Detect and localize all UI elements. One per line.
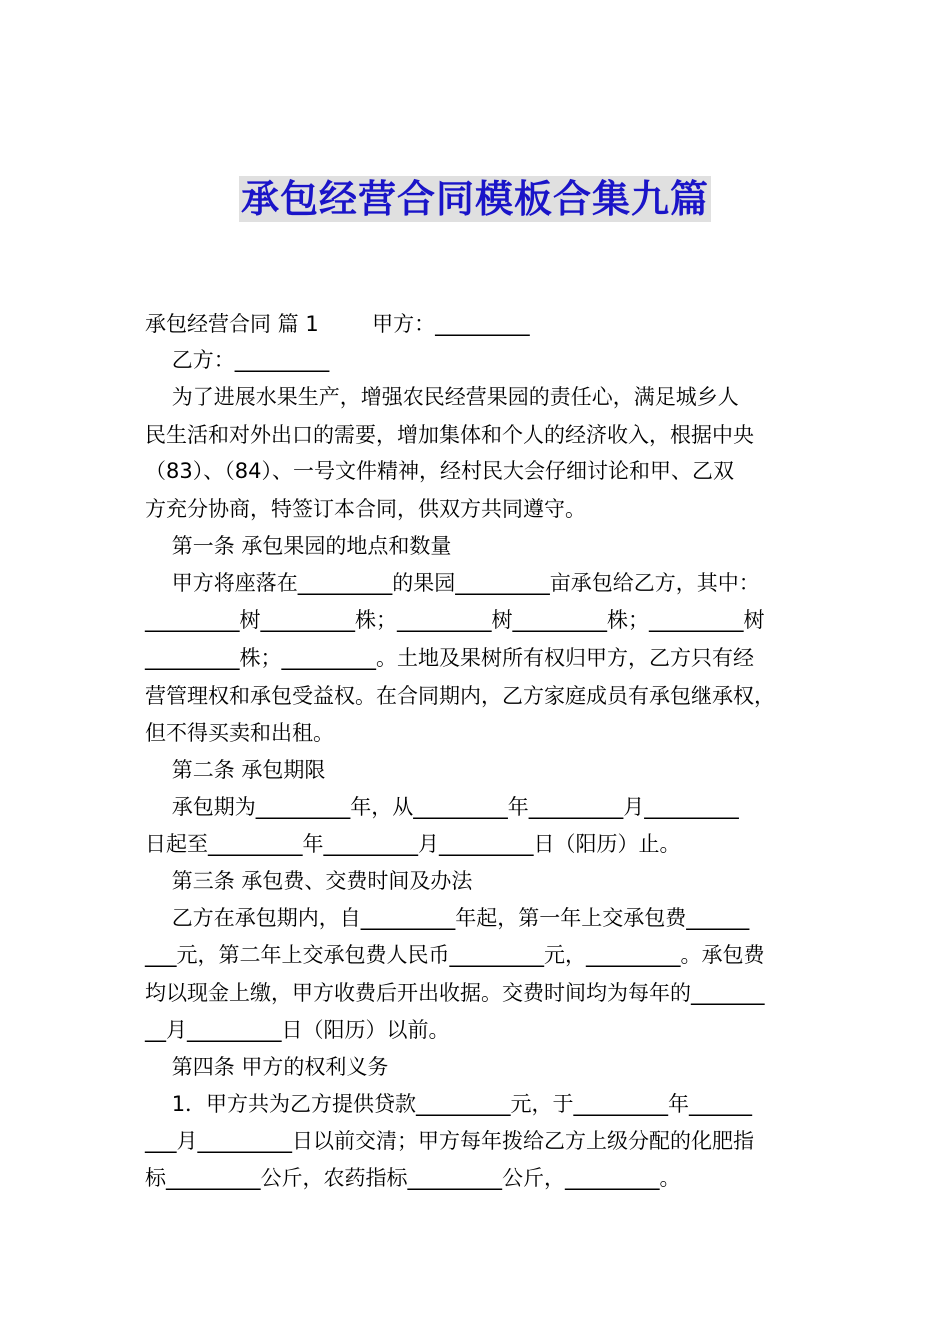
text-line: 承包经营合同 篇 1 甲方：_________ (145, 312, 530, 336)
text-line: （83）、（84）、一号文件精神，经村民大会仔细讨论和甲、乙双 (145, 459, 734, 483)
text-line: 乙方在承包期内，自_________年起，第一年上交承包费______ (145, 906, 750, 930)
text-line: 民生活和对外出口的需要，增加集体和个人的经济收入，根据中央 (145, 423, 754, 447)
text-line: ___元，第二年上交承包费人民币_________元，_________。承包费 (145, 943, 765, 967)
text-line: 第二条 承包期限 (145, 758, 326, 782)
text-line: 第一条 承包果园的地点和数量 (145, 534, 452, 558)
text-line: _________树_________株；_________树_________株；_________树 (145, 608, 765, 632)
text-line: 承包期为_________年，从_________年_________月_________ (145, 795, 739, 819)
text-line: 为了进展水果生产，增强农民经营果园的责任心，满足城乡人 (145, 385, 739, 409)
text-line: 第四条 甲方的权利义务 (145, 1055, 389, 1079)
text-line: 但不得买卖和出租。 (145, 721, 334, 745)
text-line: 1．甲方共为乙方提供贷款_________元，于_________年______ (145, 1092, 753, 1116)
text-line: 营管理权和承包受益权。在合同期内，乙方家庭成员有承包继承权， (145, 684, 775, 708)
text-line: ___月_________日以前交清；甲方每年拨给乙方上级分配的化肥指 (145, 1129, 754, 1153)
text-line: 标_________公斤，农药指标_________公斤，_________。 (145, 1166, 681, 1190)
document-title: 承包经营合同模板合集九篇 (240, 177, 709, 221)
title-wrap (0, 176, 950, 222)
text-line: __月_________日（阳历）以前。 (145, 1018, 450, 1042)
text-line: 乙方：_________ (145, 348, 330, 372)
text-line: _________株；_________。土地及果树所有权归甲方，乙方只有经 (145, 646, 754, 670)
text-line: 方充分协商，特签订本合同，供双方共同遵守。 (145, 497, 586, 521)
text-line: 第三条 承包费、交费时间及办法 (145, 869, 473, 893)
text-line: 均以现金上缴，甲方收费后开出收据。交费时间均为每年的_______ (145, 981, 765, 1005)
text-line: 日起至_________年_________月_________日（阳历）止。 (145, 832, 681, 856)
text-line: 甲方将座落在_________的果园_________亩承包给乙方，其中： (145, 571, 760, 595)
